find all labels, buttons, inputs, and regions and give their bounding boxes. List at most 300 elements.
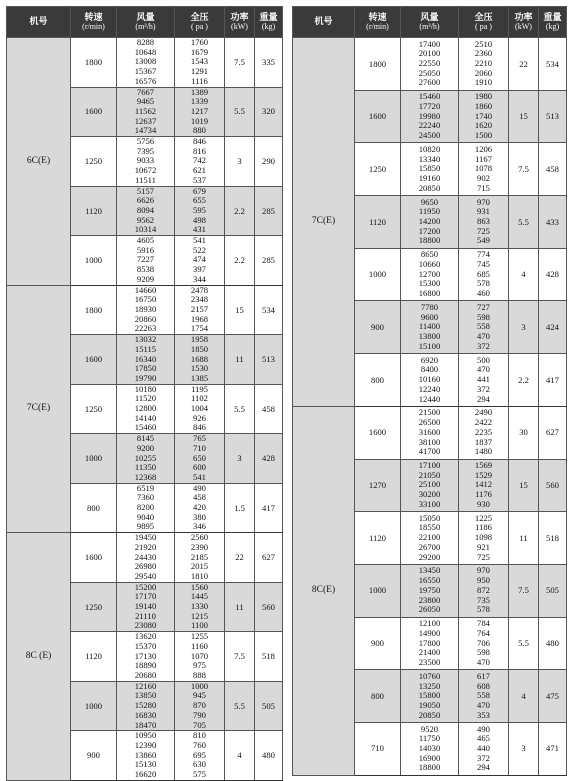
header-power-label: 功率 (514, 12, 533, 23)
pressure-value: 742 (193, 155, 206, 166)
pressure-value: 598 (477, 647, 490, 658)
fan-spec-table-left (6, 6, 283, 781)
flow-value: 9895 (136, 521, 155, 532)
flow-value: 9520 (420, 723, 439, 734)
table-row (7, 533, 283, 583)
flow-value: 15050 (418, 512, 441, 523)
pressure-cell (459, 512, 509, 565)
header-power (225, 7, 255, 38)
pressure-value: 1000 (190, 681, 209, 691)
pressure-value: 1688 (190, 353, 209, 364)
flow-value: 11950 (418, 206, 441, 217)
weight-cell: 505 (255, 681, 283, 731)
flow-value: 15130 (134, 759, 157, 770)
pressure-value: 2478 (190, 285, 209, 295)
pressure-value: 1098 (474, 532, 493, 543)
header-weight-unit: (kg) (261, 21, 276, 31)
pressure-value: 2422 (474, 417, 493, 428)
pressure-value: 1860 (474, 100, 493, 111)
power-cell: 4 (225, 731, 255, 781)
pressure-value: 975 (193, 660, 206, 671)
pressure-value: 2490 (474, 407, 493, 418)
header-pressure (175, 7, 225, 38)
flow-cell (401, 196, 459, 249)
header-flow-unit: (m³/h) (135, 21, 156, 31)
pressure-value: 921 (477, 541, 490, 552)
pressure-value: 1225 (474, 512, 493, 523)
table-body (293, 38, 567, 776)
table-row (7, 38, 283, 88)
flow-value: 8094 (136, 204, 155, 215)
flow-value: 6626 (136, 195, 155, 206)
flow-value: 13860 (134, 749, 157, 760)
flow-value: 17800 (418, 637, 441, 648)
pressure-cell (459, 406, 509, 459)
pressure-value: 2185 (190, 551, 209, 562)
flow-value: 7780 (420, 302, 439, 313)
flow-value: 21920 (134, 541, 157, 552)
flow-value: 14140 (134, 412, 157, 423)
flow-cell (401, 512, 459, 565)
header-speed-label: 转速 (368, 12, 387, 23)
flow-value: 14900 (418, 627, 441, 638)
power-cell: 15 (225, 285, 255, 335)
pressure-value: 1100 (191, 620, 208, 631)
pressure-value: 344 (193, 273, 206, 284)
pressure-value: 655 (193, 195, 206, 206)
pressure-value: 458 (193, 492, 206, 503)
weight-cell: 475 (539, 670, 567, 723)
model-cell: 7C(E) (293, 38, 355, 407)
pressure-cell (175, 434, 225, 484)
flow-value: 16900 (418, 752, 441, 763)
flow-value: 11520 (134, 393, 157, 404)
speed-cell: 1000 (71, 681, 117, 731)
power-cell: 11 (225, 335, 255, 385)
pressure-cell (459, 143, 509, 196)
table-header (7, 7, 283, 38)
pressure-value: 950 (477, 575, 490, 586)
flow-value: 13450 (418, 565, 441, 576)
pressure-value: 1102 (191, 393, 208, 404)
pressure-cell (175, 681, 225, 731)
pressure-value: 600 (193, 462, 206, 473)
power-cell: 22 (225, 533, 255, 583)
pressure-value: 2235 (474, 426, 493, 437)
weight-cell: 424 (539, 301, 567, 354)
flow-value: 7667 (136, 87, 155, 97)
flow-value: 13250 (418, 680, 441, 691)
flow-value: 9650 (420, 196, 439, 207)
flow-value: 16750 (134, 294, 157, 305)
flow-value: 7227 (136, 254, 155, 265)
flow-value: 23800 (418, 594, 441, 605)
pressure-value: 790 (193, 709, 206, 720)
power-cell: 7.5 (509, 564, 539, 617)
pressure-value: 745 (477, 259, 490, 270)
flow-value: 8145 (136, 433, 155, 444)
weight-cell: 428 (255, 434, 283, 484)
flow-value: 13008 (134, 56, 157, 67)
flow-cell (117, 87, 175, 137)
speed-cell: 900 (355, 301, 401, 354)
pressure-value: 474 (193, 254, 206, 265)
pressure-value: 1910 (474, 77, 493, 88)
flow-value: 15850 (418, 163, 441, 174)
flow-cell (401, 617, 459, 670)
flow-value: 23500 (418, 656, 441, 667)
flow-value: 13032 (134, 334, 157, 345)
flow-value: 17400 (418, 38, 441, 49)
speed-cell: 1250 (355, 143, 401, 196)
flow-value: 13800 (418, 331, 441, 342)
power-cell: 5.5 (225, 384, 255, 434)
pressure-cell (459, 670, 509, 723)
flow-value: 33100 (418, 498, 441, 509)
pressure-value: 397 (193, 264, 206, 275)
header-power (509, 7, 539, 38)
flow-cell (117, 384, 175, 434)
flow-value: 12160 (134, 681, 157, 691)
header-model (7, 7, 71, 38)
pressure-value: 816 (193, 145, 206, 156)
flow-value: 10648 (134, 46, 157, 57)
speed-cell: 800 (355, 354, 401, 407)
flow-value: 18550 (418, 522, 441, 533)
flow-value: 9033 (136, 155, 155, 166)
header-flow (401, 7, 459, 38)
flow-value: 15280 (134, 700, 157, 711)
pressure-value: 470 (477, 656, 490, 667)
flow-value: 19980 (418, 110, 441, 121)
weight-cell: 458 (255, 384, 283, 434)
model-cell: 8C(E) (293, 406, 355, 775)
flow-value: 10255 (134, 452, 157, 463)
power-cell: 4 (509, 670, 539, 723)
pressure-value: 695 (193, 749, 206, 760)
speed-cell: 900 (355, 617, 401, 670)
flow-cell (401, 406, 459, 459)
flow-value: 6519 (136, 483, 155, 493)
power-cell: 5.5 (225, 87, 255, 137)
flow-value: 7395 (136, 145, 155, 156)
flow-cell (117, 582, 175, 632)
header-weight (539, 7, 567, 38)
flow-value: 12800 (134, 403, 157, 414)
pressure-value: 1160 (191, 640, 208, 651)
flow-value: 26050 (418, 604, 441, 615)
pressure-value: 1980 (474, 91, 493, 102)
flow-value: 12637 (134, 115, 157, 126)
flow-value: 18890 (134, 660, 157, 671)
header-weight (255, 7, 283, 38)
flow-value: 5916 (136, 244, 155, 255)
header-row (7, 7, 283, 38)
pressure-value: 541 (193, 235, 206, 246)
pressure-value: 1167 (475, 153, 492, 164)
header-model-label: 机号 (29, 16, 48, 27)
pressure-cell (459, 248, 509, 301)
weight-cell: 290 (255, 137, 283, 187)
power-cell: 15 (509, 459, 539, 512)
flow-cell (117, 533, 175, 583)
pressure-cell (459, 354, 509, 407)
header-row (293, 7, 567, 38)
pressure-cell (459, 722, 509, 775)
flow-value: 14734 (134, 125, 157, 136)
speed-cell: 800 (355, 670, 401, 723)
pressure-value: 1543 (190, 56, 209, 67)
flow-value: 11400 (418, 321, 441, 332)
flow-cell (117, 483, 175, 533)
flow-value: 5157 (136, 186, 155, 196)
power-cell: 30 (509, 406, 539, 459)
pressure-value: 970 (477, 196, 490, 207)
pressure-value: 1116 (191, 75, 208, 86)
pressure-value: 1019 (190, 115, 209, 126)
weight-cell: 534 (539, 38, 567, 91)
weight-cell: 320 (255, 87, 283, 137)
power-cell: 5.5 (225, 681, 255, 731)
speed-cell: 800 (71, 483, 117, 533)
speed-cell: 1600 (355, 406, 401, 459)
power-cell: 3 (225, 137, 255, 187)
pressure-value: 558 (477, 321, 490, 332)
header-weight-label: 重量 (543, 12, 562, 23)
pressure-value: 630 (193, 759, 206, 770)
pressure-value: 1004 (190, 403, 209, 414)
flow-value: 25100 (418, 479, 441, 490)
power-cell: 3 (509, 722, 539, 775)
speed-cell: 1120 (355, 512, 401, 565)
flow-cell (117, 335, 175, 385)
power-cell: 1.5 (225, 483, 255, 533)
pressure-value: 2210 (474, 57, 493, 68)
power-cell: 15 (509, 90, 539, 143)
flow-value: 21110 (135, 610, 156, 621)
pressure-value: 498 (193, 214, 206, 225)
flow-value: 9209 (136, 273, 155, 284)
pressure-value: 440 (477, 742, 490, 753)
header-flow-label: 风量 (136, 12, 155, 23)
header-speed (355, 7, 401, 38)
speed-cell: 1120 (71, 632, 117, 682)
speed-cell: 1120 (71, 186, 117, 236)
pressure-cell (459, 459, 509, 512)
flow-value: 10314 (134, 224, 157, 235)
pressure-cell (175, 483, 225, 533)
speed-cell: 1120 (355, 196, 401, 249)
flow-value: 11562 (134, 105, 157, 116)
pressure-value: 465 (477, 733, 490, 744)
pressure-value: 1412 (474, 479, 493, 490)
speed-cell: 1000 (355, 564, 401, 617)
pressure-value: 902 (477, 173, 490, 184)
pressure-value: 764 (477, 627, 490, 638)
flow-value: 20860 (134, 313, 157, 324)
flow-value: 18930 (134, 303, 157, 314)
pressure-value: 575 (193, 769, 206, 780)
model-cell: 6C(E) (7, 38, 71, 286)
header-pressure-label: 全压 (474, 12, 493, 23)
pressure-value: 810 (193, 730, 206, 741)
pressure-value: 598 (477, 311, 490, 322)
flow-value: 10672 (134, 165, 157, 176)
pressure-value: 420 (193, 502, 206, 513)
pressure-value: 1339 (190, 96, 209, 107)
flow-value: 14200 (418, 216, 441, 227)
weight-cell: 335 (255, 38, 283, 88)
pressure-value: 945 (193, 690, 206, 701)
flow-cell (401, 38, 459, 91)
pressure-value: 578 (477, 604, 490, 615)
flow-cell (117, 632, 175, 682)
pressure-value: 760 (193, 739, 206, 750)
pressure-value: 460 (477, 288, 490, 299)
speed-cell: 1250 (71, 137, 117, 187)
pressure-value: 1560 (190, 582, 209, 592)
weight-cell: 417 (255, 483, 283, 533)
table-header (293, 7, 567, 38)
flow-value: 18800 (418, 235, 441, 246)
flow-value: 41700 (418, 446, 441, 457)
flow-value: 10160 (418, 374, 441, 385)
pressure-value: 1255 (190, 631, 209, 642)
table-row (293, 406, 567, 459)
pressure-value: 490 (477, 723, 490, 734)
flow-cell (401, 248, 459, 301)
pressure-cell (459, 38, 509, 91)
weight-cell: 480 (539, 617, 567, 670)
pressure-value: 1291 (190, 66, 209, 77)
flow-value: 6920 (420, 354, 439, 365)
flow-value: 10760 (418, 670, 441, 681)
power-cell: 5.5 (509, 617, 539, 670)
pressure-value: 970 (477, 565, 490, 576)
weight-cell: 518 (539, 512, 567, 565)
speed-cell: 1800 (71, 38, 117, 88)
pressure-value: 650 (193, 452, 206, 463)
pressure-cell (175, 582, 225, 632)
flow-value: 31600 (418, 426, 441, 437)
pressure-value: 880 (193, 125, 206, 136)
pressure-value: 1837 (474, 436, 493, 447)
flow-value: 21500 (418, 407, 441, 418)
header-speed-unit: (r/min) (82, 21, 105, 31)
flow-value: 9600 (420, 311, 439, 322)
flow-value: 9562 (136, 214, 155, 225)
flow-cell (401, 670, 459, 723)
flow-value: 16620 (134, 769, 157, 780)
flow-value: 7360 (136, 492, 155, 503)
pressure-value: 431 (193, 224, 206, 235)
pressure-value: 1500 (474, 130, 493, 141)
pressure-value: 1529 (474, 469, 493, 480)
flow-value: 4605 (136, 235, 155, 246)
pressure-value: 863 (477, 216, 490, 227)
flow-value: 15300 (418, 278, 441, 289)
flow-value: 12100 (418, 618, 441, 629)
flow-value: 15460 (418, 91, 441, 102)
pressure-value: 470 (477, 699, 490, 710)
header-flow-unit: (m³/h) (419, 21, 440, 31)
fan-spec-table-right (292, 6, 567, 776)
flow-value: 38100 (418, 436, 441, 447)
flow-value: 8200 (136, 502, 155, 513)
flow-cell (117, 38, 175, 88)
weight-cell: 560 (539, 459, 567, 512)
flow-value: 19790 (134, 372, 157, 383)
pressure-cell (175, 384, 225, 434)
pressure-value: 727 (477, 302, 490, 313)
header-flow-label: 风量 (420, 12, 439, 23)
header-pressure-unit: ( pa ) (475, 21, 492, 31)
flow-value: 25050 (418, 67, 441, 78)
model-cell: 7C(E) (7, 285, 71, 533)
flow-value: 29200 (418, 551, 441, 562)
flow-value: 15370 (134, 640, 157, 651)
weight-cell: 417 (539, 354, 567, 407)
weight-cell: 560 (255, 582, 283, 632)
pressure-value: 1070 (190, 650, 209, 661)
power-cell: 7.5 (509, 143, 539, 196)
pressure-value: 353 (477, 709, 490, 720)
flow-value: 30200 (418, 489, 441, 500)
flow-value: 12700 (418, 268, 441, 279)
pressure-value: 558 (477, 690, 490, 701)
flow-cell (117, 434, 175, 484)
pressure-value: 725 (477, 225, 490, 236)
flow-value: 17100 (418, 460, 441, 471)
flow-cell (117, 137, 175, 187)
flow-value: 16830 (134, 709, 157, 720)
pressure-value: 470 (477, 331, 490, 342)
flow-value: 16576 (134, 75, 157, 86)
flow-cell (117, 681, 175, 731)
table-body (7, 38, 283, 781)
flow-value: 11350 (134, 462, 157, 473)
flow-value: 10180 (134, 384, 157, 394)
pressure-cell (175, 236, 225, 286)
weight-cell: 534 (255, 285, 283, 335)
pressure-value: 1078 (474, 163, 493, 174)
pressure-cell (175, 137, 225, 187)
flow-value: 19050 (418, 699, 441, 710)
power-cell: 5.5 (509, 196, 539, 249)
flow-value: 17170 (134, 591, 157, 602)
speed-cell: 1600 (71, 533, 117, 583)
flow-value: 18470 (134, 719, 157, 730)
flow-value: 9040 (136, 511, 155, 522)
weight-cell: 471 (539, 722, 567, 775)
flow-value: 16550 (418, 575, 441, 586)
pressure-cell (175, 285, 225, 335)
flow-value: 12368 (134, 471, 157, 482)
pressure-cell (175, 335, 225, 385)
pressure-value: 931 (477, 206, 490, 217)
pressure-value: 1480 (474, 446, 493, 457)
flow-value: 13340 (418, 153, 441, 164)
pressure-value: 1679 (190, 46, 209, 57)
flow-value: 26500 (418, 417, 441, 428)
flow-value: 12390 (134, 739, 157, 750)
header-pressure-unit: ( pa ) (191, 21, 208, 31)
pressure-value: 441 (477, 374, 490, 385)
flow-cell (117, 186, 175, 236)
flow-value: 21400 (418, 647, 441, 658)
flow-value: 17720 (418, 100, 441, 111)
pressure-value: 2348 (190, 294, 209, 305)
